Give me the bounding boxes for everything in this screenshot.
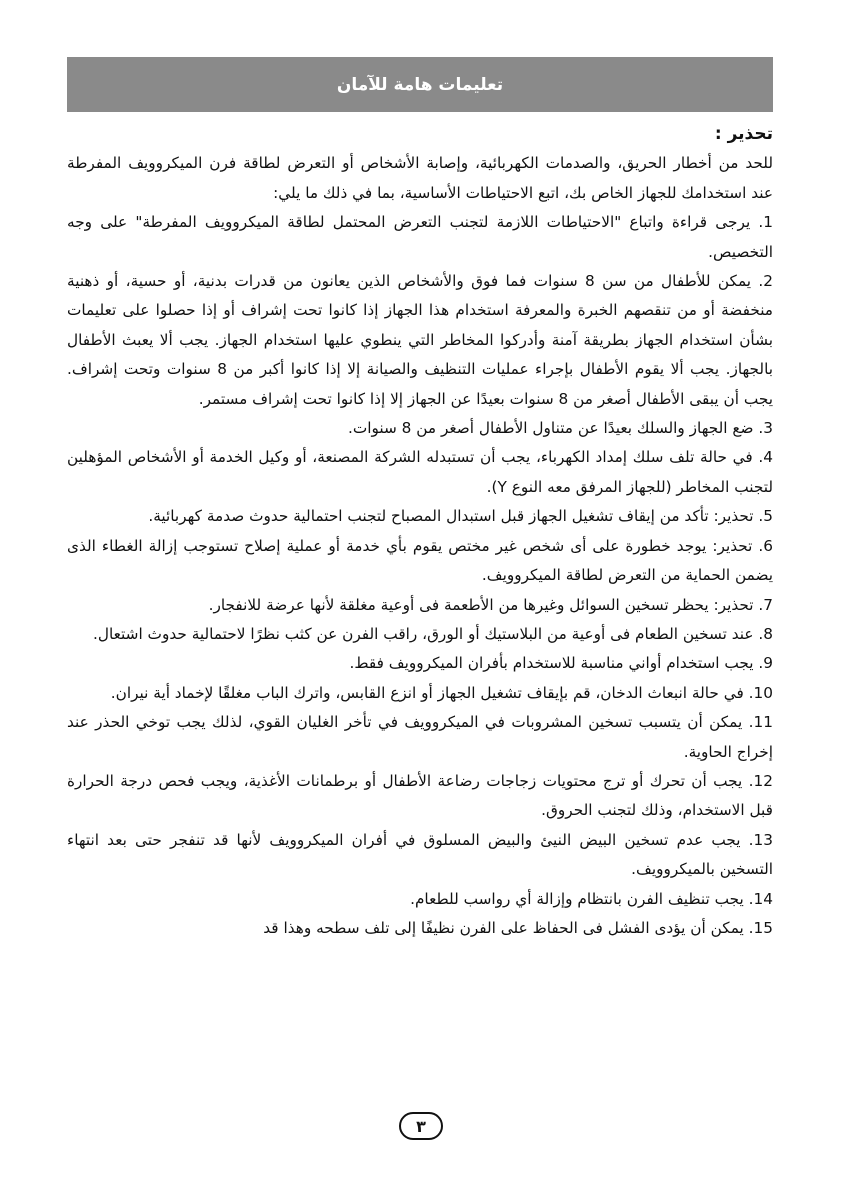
list-item: 13. يجب عدم تسخين البيض النيئ والبيض المسلوق في أفران الميكروويف لأنها قد تنفجر حتى بعد انتهاء التسخين بالميكروويف. <box>67 830 773 879</box>
list-item: 6. تحذير: يوجد خطورة على أى شخص غير مختص يقوم بأي خدمة أو عملية إصلاح تستوجب إزالة الغطاء الذى يضمن الحماية من التعرض لطاقة الميكروويف. <box>67 536 773 585</box>
list-item: 4. في حالة تلف سلك إمداد الكهرباء، يجب أن تستبدله الشركة المصنعة، أو وكيل الخدمة أو الأشخاص المؤهلين لتجنب المخاطر (للجهاز المرفق معه النوع Y). <box>67 448 773 496</box>
list-item: 2. يمكن للأطفال من سن 8 سنوات فما فوق والأشخاص الذين يعانون من قدرات بدنية، أو حسية، أو ذهنية منخفضة أو من تنقصهم الخبرة والمعرفة استخدام هذا الجهاز إذا كانوا تحت إشراف أو إذا حصلوا على تعليمات بشأن استخدام الجهاز بطريقة آمنة وأدركوا المخاطر التي ينطوي عليها استخدام الجهاز. يجب ألا يعبث الأطفال بالجهاز. يجب ألا يقوم الأطفال بإجراء عمليات التنظيف والصيانة إلا إذا كانوا أكبر من 8 سنوات وتحت إشراف. يجب أن يبقى الأطفال أصغر من 8 سنوات بعيدًا عن الجهاز إلا إذا كانوا تحت إشراف مستمر. <box>67 272 773 408</box>
list-item: 5. تحذير: تأكد من إيقاف تشغيل الجهاز قبل استبدال المصباح لتجنب احتمالية حدوث صدمة كهربائية. <box>148 507 773 526</box>
list-item: 10. في حالة انبعاث الدخان، قم بإيقاف تشغيل الجهاز أو انزع القابس، واترك الباب مغلقًا لإخماد أية نيران. <box>110 683 773 702</box>
list-item: 7. تحذير: يحظر تسخين السوائل وغيرها من الأطعمة فى أوعية مغلقة لأنها عرضة للانفجار. <box>208 595 773 614</box>
list-item: 12. يجب أن تحرك أو ترج محتويات زجاجات رضاعة الأطفال أو برطمانات الأغذية، ويجب فحص درجة الحرارة قبل الاستخدام، وذلك لتجنب الحروق. <box>67 771 773 820</box>
warning-intro: للحد من أخطار الحريق، والصدمات الكهربائية، وإصابة الأشخاص أو التعرض لطاقة فرن الميكروويف المفرطة عند استخدامك للجهاز الخاص بك، اتبع الاحتياطات الأساسية، بما في ذلك ما يلي: <box>67 154 773 202</box>
list-item: 3. ضع الجهاز والسلك بعيدًا عن متناول الأطفال أصغر من 8 سنوات. <box>347 419 773 438</box>
list-item: 11. يمكن أن يتسبب تسخين المشروبات في الميكروويف في تأخر الغليان القوي، لذلك يجب توخي الحذر عند إخراج الحاوية. <box>67 713 773 761</box>
list-item: 15. يمكن أن يؤدى الفشل فى الحفاظ على الفرن نظيفًا إلى تلف سطحه وهذا قد <box>263 918 773 937</box>
list-item: 8. عند تسخين الطعام فى أوعية من البلاستيك أو الورق، راقب الفرن عن كثب نظرًا لاحتمالية حدوث اشتعال. <box>93 624 773 643</box>
document-body <box>67 120 773 943</box>
list-item: 14. يجب تنظيف الفرن بانتظام وإزالة أي رواسب للطعام. <box>410 889 773 908</box>
list-item: 1. يرجى قراءة واتباع "الاحتياطات اللازمة لتجنب التعرض المحتمل لطاقة الميكروويف المفرطة" على وجه التخصيص. <box>67 213 773 261</box>
warning-title: تحذير : <box>714 124 773 144</box>
header-band <box>67 57 773 112</box>
page-title: تعليمات هامة للآمان <box>336 74 504 95</box>
page-number: ٣ <box>399 1112 443 1140</box>
list-item: 9. يجب استخدام أواني مناسبة للاستخدام بأفران الميكروويف فقط. <box>349 654 773 673</box>
